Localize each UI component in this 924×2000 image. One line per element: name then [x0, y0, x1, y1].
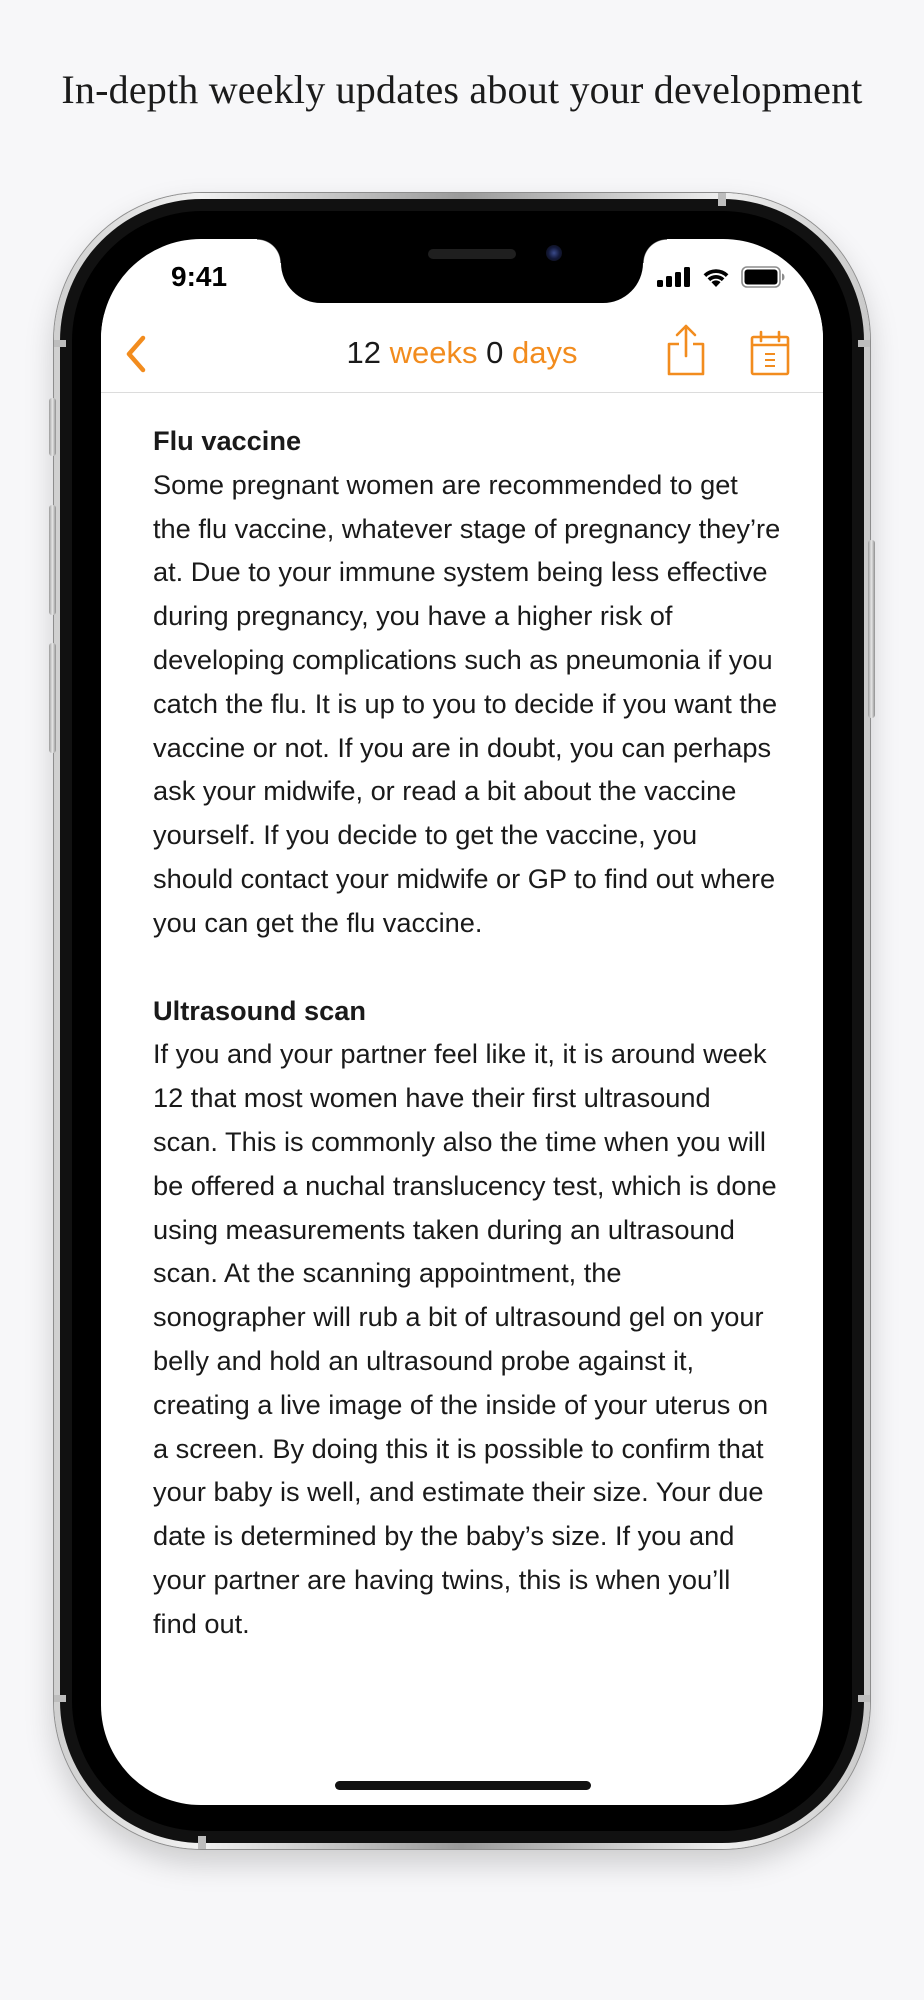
days-number: 0 [486, 335, 504, 370]
section-title: Flu vaccine [153, 425, 302, 456]
days-label: days [512, 335, 578, 370]
silent-switch [49, 398, 56, 456]
section-body: If you and your partner feel like it, it is around week 12 that most women have their first ultrasound scan. This is commonly also the time when you will be offered a nuchal translucency test, which is done using measurements taken during an ultrasound scan. At the scanning appointment, the sonographer will rub a bit of ultrasound gel on your belly and hold an ultrasound probe against it, creating a live image of the inside of your uterus on a screen. By doing this it is possible to confirm that your baby is well, and estimate their size. Your due date is determined by the baby’s size. If you and your partner are having twins, this is when you’ll find out. [153, 1038, 777, 1639]
status-time: 9:41 [171, 261, 228, 292]
home-indicator[interactable] [335, 1781, 591, 1790]
section-ultrasound-scan [153, 989, 781, 1646]
antenna-line [198, 1836, 206, 1849]
section-body: Some pregnant women are recommended to get the flu vaccine, whatever stage of pregnancy they’re at. Due to your immune system being less effective during pregnancy, you have a higher risk of developing complications such as pneumonia if you catch the flu. It is up to you to decide if you want the vaccine or not. If you are in doubt, you can perhaps ask your midwife, or read a bit about the vaccine yourself. If you decide to get the vaccine, you should contact your midwife or GP to find out where you can get the flu vaccine. [153, 468, 781, 938]
antenna-line [858, 340, 870, 347]
antenna-line [858, 1695, 870, 1702]
volume-down-button [49, 643, 56, 753]
navigation-bar [101, 314, 823, 393]
antenna-line [54, 1695, 66, 1702]
section-title: Ultrasound scan [153, 994, 367, 1026]
share-icon [664, 322, 708, 378]
status-icons [657, 265, 785, 289]
share-button[interactable] [664, 322, 708, 378]
volume-up-button [49, 505, 56, 615]
pregnancy-age-title [101, 314, 823, 392]
notch [281, 239, 643, 303]
calendar-icon [749, 329, 791, 377]
article-content [153, 419, 781, 1690]
section-flu-vaccine [153, 419, 781, 945]
front-camera [546, 245, 562, 261]
power-button [868, 540, 875, 718]
antenna-line [54, 340, 66, 347]
signal-icon [657, 267, 691, 287]
weeks-label: weeks [389, 335, 478, 370]
back-button[interactable] [119, 332, 159, 376]
chevron-left-icon [119, 332, 159, 376]
antenna-line [718, 193, 726, 206]
battery-icon [741, 266, 785, 288]
wifi-icon [701, 266, 731, 288]
marketing-headline: In-depth weekly updates about your development [61, 67, 863, 112]
speaker-grille [428, 249, 516, 259]
phone-screen [101, 239, 823, 1805]
weeks-number: 12 [346, 335, 381, 370]
calendar-button[interactable] [749, 329, 791, 377]
